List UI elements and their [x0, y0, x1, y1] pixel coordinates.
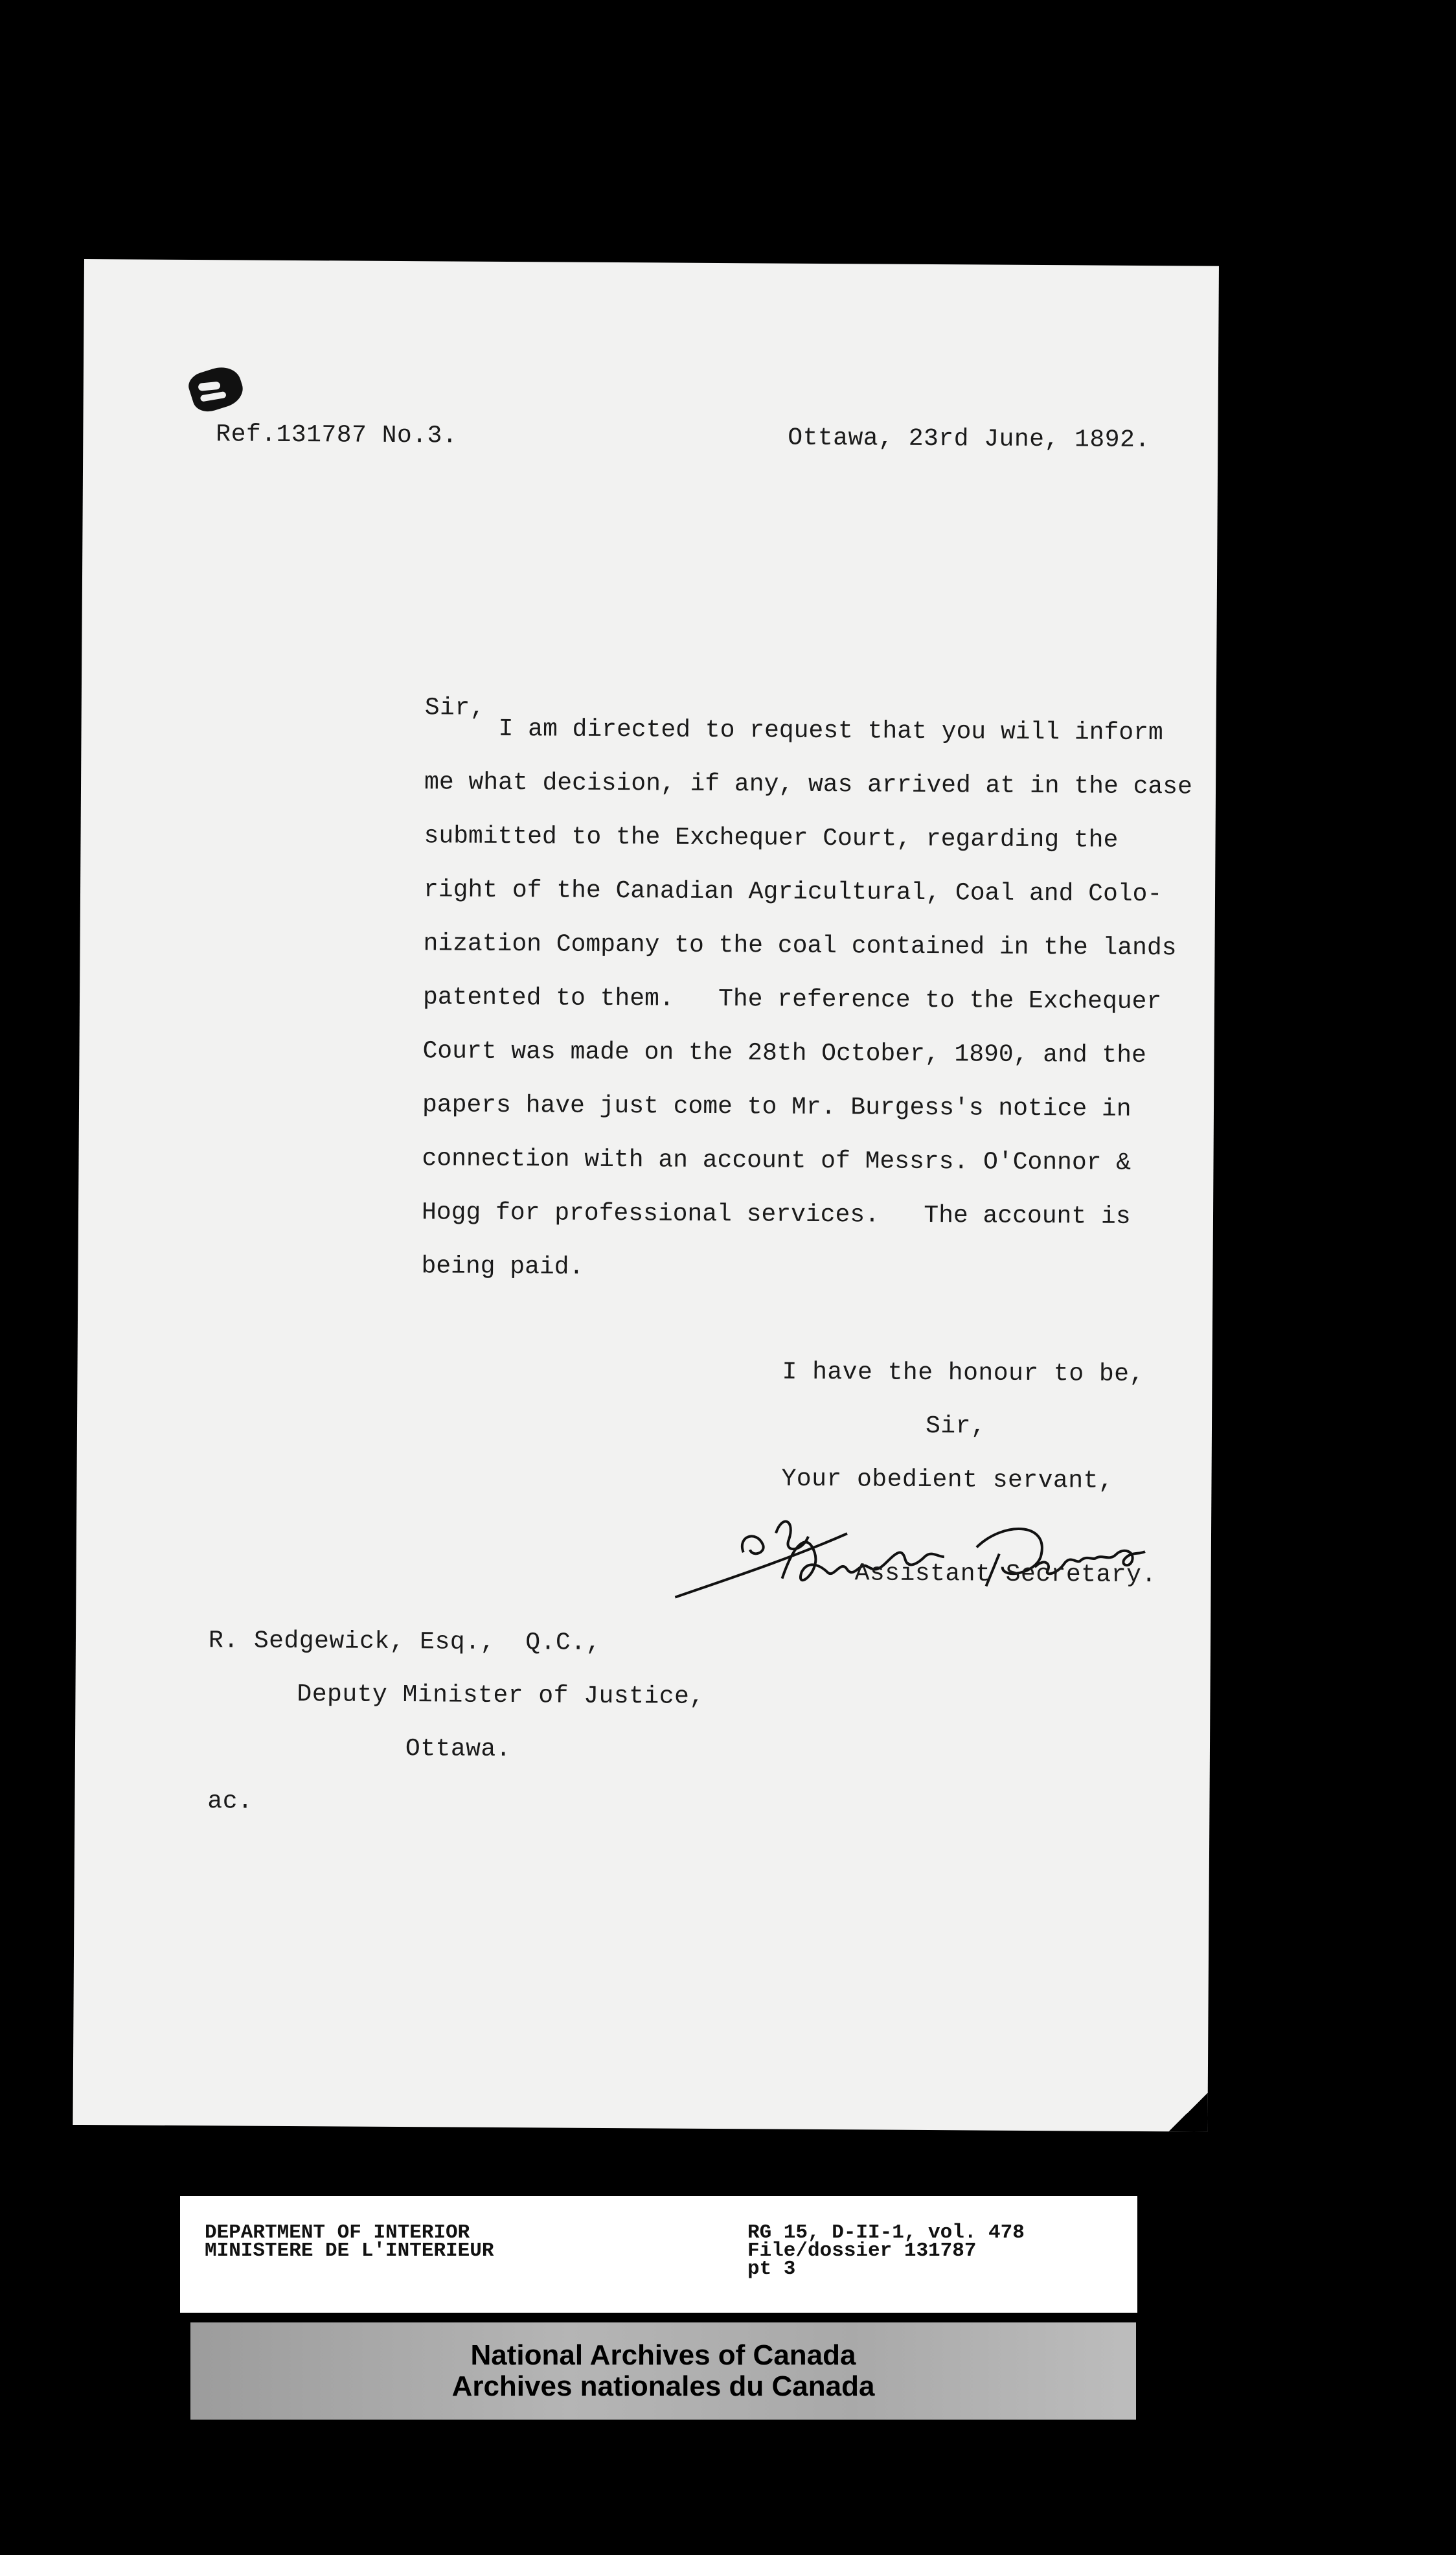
department-english: DEPARTMENT OF INTERIOR	[205, 2221, 470, 2244]
body-line: papers have just come to Mr. Burgess's notice in	[422, 1091, 1132, 1123]
salutation: Sir,	[424, 694, 486, 722]
closing-honour: I have the honour to be,	[782, 1358, 1144, 1389]
body-line: submitted to the Exchequer Court, regarding the	[424, 822, 1119, 854]
letter-page	[73, 259, 1219, 2132]
body-line: being paid.	[421, 1252, 584, 1281]
addressee-name: R. Sedgewick, Esq., Q.C.,	[208, 1627, 602, 1657]
archive-banner	[190, 2322, 1136, 2420]
typist-initials: ac.	[207, 1787, 253, 1816]
file-reference: File/dossier 131787	[747, 2240, 977, 2262]
archive-name-french: Archives nationales du Canada	[451, 2370, 875, 2402]
addressee-title: Deputy Minister of Justice,	[297, 1680, 705, 1711]
body-line: right of the Canadian Agricultural, Coal and Colo-	[423, 876, 1163, 909]
reference-number: Ref.131787 No.3.	[216, 420, 458, 450]
department-french: MINISTERE DE L'INTERIEUR	[205, 2240, 494, 2262]
record-group-reference: RG 15, D-II-1, vol. 478	[747, 2221, 1025, 2244]
dateline: Ottawa, 23rd June, 1892.	[788, 424, 1150, 455]
body-line: I am directed to request that you will inform	[424, 715, 1163, 748]
closing-servant: Your obedient servant,	[781, 1465, 1114, 1495]
body-line: Hogg for professional services. The account is	[421, 1198, 1131, 1231]
addressee-city: Ottawa.	[405, 1735, 512, 1764]
archive-reference-label	[180, 2196, 1137, 2313]
signer-title: Assistant Secretary.	[854, 1559, 1157, 1590]
signature-text: sd. Lyndwode Pereira	[734, 1541, 742, 1542]
body-line: patented to them. The reference to the Exchequer	[422, 983, 1162, 1016]
body-line: Court was made on the 28th October, 1890, and the	[422, 1037, 1147, 1070]
ink-smudge	[185, 362, 247, 416]
body-line: nization Company to the coal contained in the lands	[423, 930, 1177, 963]
closing-sir: Sir,	[925, 1412, 986, 1441]
letter-body	[421, 702, 1192, 1298]
handwritten-signature	[672, 1507, 1203, 1607]
part-reference: pt 3	[747, 2258, 796, 2280]
body-line: me what decision, if any, was arrived at in the case	[424, 768, 1192, 801]
body-line: connection with an account of Messrs. O'Connor &	[422, 1145, 1132, 1177]
archive-name-english: National Archives of Canada	[470, 2339, 856, 2371]
